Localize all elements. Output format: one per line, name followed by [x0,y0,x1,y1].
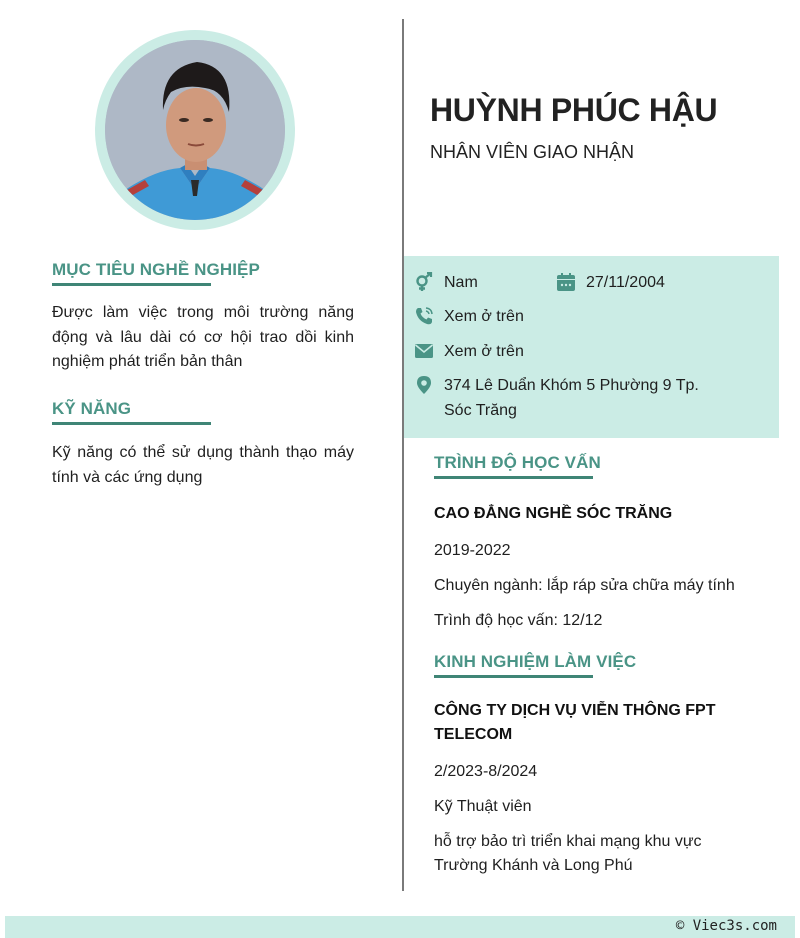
gender-value: Nam [444,274,478,291]
objective-heading: MỤC TIÊU NGHỀ NGHIỆP [52,260,260,279]
skills-heading: KỸ NĂNG [52,399,132,418]
contact-phone [414,304,524,329]
footer-copyright: © Viec3s.com [675,918,777,934]
experience-position: Kỹ Thuật viên [434,798,532,815]
experience-company-line-1: CÔNG TY DỊCH VỤ VIỄN THÔNG FPT [434,702,716,719]
phone-value: Xem ở trên [444,308,524,325]
address-line-1: 374 Lê Duẩn Khóm 5 Phường 9 Tp. [444,377,699,394]
experience-period: 2/2023-8/2024 [434,763,538,780]
skills-underline [52,422,211,425]
email-icon [414,341,434,361]
education-school: CAO ĐẲNG NGHỀ SÓC TRĂNG [434,505,673,522]
avatar-frame [95,30,295,230]
objective-text: Được làm việc trong môi trường năng động và lâu dài có cơ hội trao dồi kinh nghiệm phát triển bản thân [52,304,354,370]
education-heading: TRÌNH ĐỘ HỌC VẤN [434,453,601,472]
experience-underline [434,675,593,678]
education-major: Chuyên ngành: lắp ráp sửa chữa máy tính [434,577,735,594]
calendar-icon [556,272,576,292]
objective-underline [52,283,211,286]
avatar [105,40,285,220]
phone-icon [414,306,434,326]
contact-address [414,373,699,423]
experience-desc-line-2: Trường Khánh và Long Phú [434,857,633,874]
birthday-value: 27/11/2004 [586,274,665,291]
footer-bar [5,916,795,938]
email-value: Xem ở trên [444,343,524,360]
skills-text: Kỹ năng có thể sử dụng thành thạo máy tính và các ứng dụng [52,444,354,486]
experience-desc-line-1: hỗ trợ bảo trì triển khai mạng khu vực [434,833,702,850]
contact-gender [414,270,478,295]
profile-photo [105,40,285,220]
contact-email [414,339,524,364]
candidate-name: HUỲNH PHÚC HẬU [430,92,718,128]
address-value [444,373,699,423]
column-divider [402,19,404,891]
location-pin-icon [414,375,434,395]
education-period: 2019-2022 [434,542,511,559]
gender-icon [414,272,434,292]
experience-heading: KINH NGHIỆM LÀM VIỆC [434,652,637,671]
experience-company-line-2: TELECOM [434,726,513,743]
job-title: NHÂN VIÊN GIAO NHẬN [430,142,635,162]
education-level: Trình độ học vấn: 12/12 [434,612,603,629]
address-line-2: Sóc Trăng [444,402,517,419]
education-underline [434,476,593,479]
contact-birthday [556,270,665,295]
